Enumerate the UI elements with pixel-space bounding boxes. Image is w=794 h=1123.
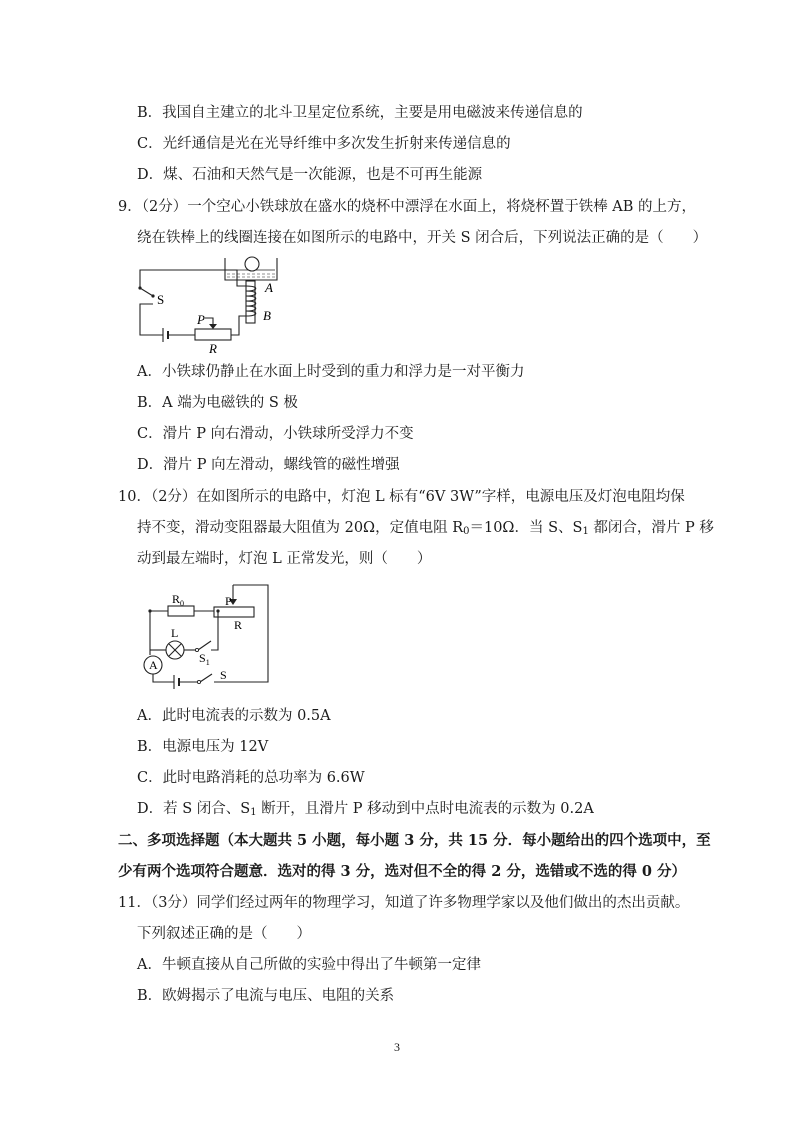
label-r0: $R_0$ <box>172 592 185 608</box>
label-switch-s: S <box>157 292 165 307</box>
q8-option-d: D．煤、石油和天然气是一次能源，也是不可再生能源 <box>137 167 483 183</box>
q10-option-a: A．此时电流表的示数为 0.5A <box>137 708 331 724</box>
q9-option-b: B．A 端为电磁铁的 S 极 <box>137 395 298 411</box>
slider-arrow <box>209 324 217 329</box>
label-r: R <box>234 618 243 632</box>
q9-circuit-diagram <box>135 252 295 356</box>
q9-option-a: A．小铁球仍静止在水面上时受到的重力和浮力是一对平衡力 <box>137 364 525 380</box>
wire-bottom-left <box>153 674 174 682</box>
label-a: A <box>265 280 273 295</box>
q11-option-b: B．欧姆揭示了电流与电压、电阻的关系 <box>137 988 395 1004</box>
section2-heading-line2: 少有两个选项符合题意．选对的得 3 分，选对但不全的得 2 分，选错或不选的得 0 分） <box>118 863 687 880</box>
q10-circuit-diagram <box>136 578 276 696</box>
q8-option-b: B．我国自主建立的北斗卫星定位系统，主要是用电磁波来传递信息的 <box>137 105 583 121</box>
switch-s1-blade <box>198 641 211 650</box>
rheostat-r <box>214 607 254 617</box>
q10-option-c: C．此时电路消耗的总功率为 6.6W <box>137 770 365 786</box>
label-s: S <box>220 668 227 682</box>
wire-right <box>231 316 246 335</box>
label-b: B <box>263 308 271 323</box>
switch-blade <box>140 288 153 296</box>
label-p: P <box>225 594 232 608</box>
q9-option-c: C．滑片 P 向右滑动，小铁球所受浮力不变 <box>137 426 414 442</box>
section2-heading-line1: 二、多项选择题（本大题共 5 小题，每小题 3 分，共 15 分．每小题给出的四个选项中，至 <box>118 832 711 849</box>
label-p: P <box>197 312 205 327</box>
coil <box>246 286 256 316</box>
label-ammeter-a: A <box>149 658 158 672</box>
iron-ball <box>245 257 259 271</box>
q11-stem-line2: 下列叙述正确的是（ ） <box>137 926 311 942</box>
q9-circuit-svg <box>135 252 295 356</box>
label-r: R <box>209 341 217 356</box>
q9-stem-line1: 9．（2分）一个空心小铁球放在盛水的烧杯中漂浮在水面上，将烧杯置于铁棒 AB 的上方， <box>118 199 697 215</box>
rheostat-body <box>195 329 231 340</box>
q10-option-d: D．若 S 闭合、$S_1$ 断开，且滑片 P 移动到中点时电流表的示数为 0.2A <box>137 801 594 818</box>
switch-s-blade <box>200 674 212 682</box>
q9-option-d: D．滑片 P 向左滑动，螺线管的磁性增强 <box>137 457 400 473</box>
q10-stem-line1: 10．（2分）在如图所示的电路中，灯泡 L 标有“6V 3W”字样，电源电压及灯泡电阻均保 <box>118 489 685 505</box>
q10-stem-line3: 动到最左端时，灯泡 L 正常发光，则（ ） <box>137 551 432 567</box>
q11-option-a: A．牛顿直接从自己所做的实验中得出了牛顿第一定律 <box>137 957 481 973</box>
label-s1: $S_1$ <box>199 651 210 667</box>
q11-stem-line1: 11．（3分）同学们经过两年的物理学习，知道了许多物理学家以及他们做出的杰出贡献。 <box>118 895 690 911</box>
q9-stem-line2: 绕在铁棒上的线圈连接在如图所示的电路中，开关 S 闭合后，下列说法正确的是（ ） <box>137 230 708 246</box>
q10-circuit-svg <box>136 578 276 696</box>
wire-left-top <box>150 611 168 655</box>
wire-left <box>140 304 163 335</box>
label-l: L <box>171 626 179 640</box>
page-number: 3 <box>394 1040 400 1054</box>
q8-option-c: C．光纤通信是光在光导纤维中多次发生折射来传递信息的 <box>137 136 511 152</box>
q10-option-b: B．电源电压为 12V <box>137 739 269 755</box>
wire-top <box>140 270 246 288</box>
q10-stem-line2: 持不变，滑动变阻器最大阻值为 20Ω，定值电阻 $R_0=10\Omega$．当 S、$S_1$ 都闭合，滑片 P 移 <box>137 520 714 537</box>
